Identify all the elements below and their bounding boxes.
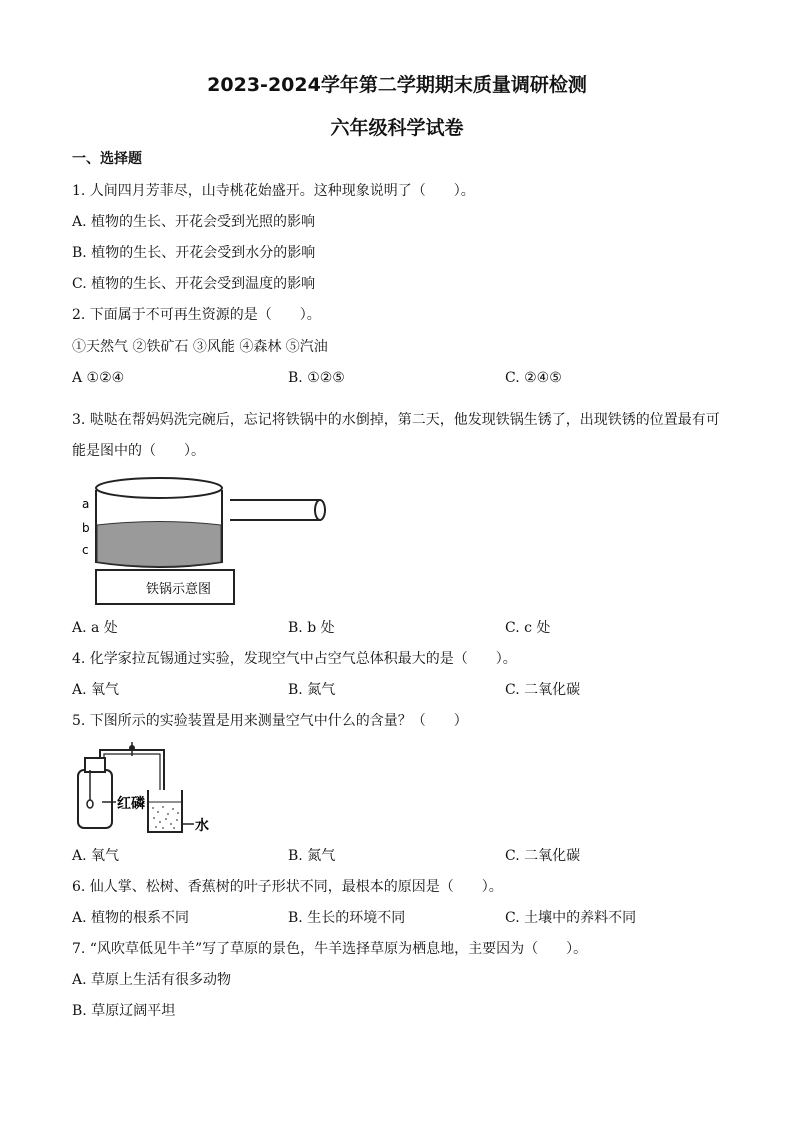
- q1-stem: 1. 人间四月芳菲尽，山寺桃花始盛开。这种现象说明了（ ）。: [72, 183, 475, 199]
- q1-option-c: C. 植物的生长、开花会受到温度的影响: [72, 276, 316, 292]
- diagram-caption: 铁锅示意图: [146, 582, 212, 597]
- iron-pot-diagram: [70, 470, 340, 610]
- q4-option-b: B. 氮气: [288, 682, 336, 698]
- q3-stem-line1: 3. 哒哒在帮妈妈洗完碗后，忘记将铁锅中的水倒掉，第二天，他发现铁锅生锈了，出现铁锈的位置最有可: [72, 412, 720, 428]
- page-title: 2023-2024学年第二学期期末质量调研检测: [207, 74, 587, 96]
- q5-option-b: B. 氮气: [288, 848, 336, 864]
- q4-option-a: A. 氧气: [72, 682, 120, 698]
- air-experiment-diagram: [70, 740, 220, 840]
- q5-stem: 5. 下图所示的实验装置是用来测量空气中什么的含量？（ ）: [72, 713, 468, 729]
- q6-option-b: B. 生长的环境不同: [288, 910, 406, 926]
- q3-stem-line2: 能是图中的（ ）。: [72, 443, 205, 459]
- q2-option-a: A ①②④: [72, 370, 125, 386]
- q6-option-a: A. 植物的根系不同: [72, 910, 190, 926]
- q6-option-c: C. 土壤中的养料不同: [505, 910, 637, 926]
- q6-stem: 6. 仙人掌、松树、香蕉树的叶子形状不同，最根本的原因是（ ）。: [72, 879, 503, 895]
- section-heading: 一、选择题: [72, 151, 142, 167]
- pot-rim: [96, 478, 222, 498]
- label-phosphorus: 红磷: [117, 796, 145, 812]
- label-c: c: [82, 543, 89, 557]
- spoon: [87, 800, 93, 808]
- q7-stem: 7. “风吹草低见牛羊”写了草原的景色，牛羊选择草原为栖息地，主要因为（ ）。: [72, 941, 588, 957]
- q4-option-c: C. 二氧化碳: [505, 682, 581, 698]
- stopper: [85, 758, 105, 772]
- label-water: 水: [195, 818, 209, 834]
- bottle: [78, 770, 112, 828]
- pot-water: [97, 522, 221, 567]
- q3-option-b: B. b 处: [288, 620, 335, 636]
- q1-option-a: A. 植物的生长、开花会受到光照的影响: [72, 214, 316, 230]
- q2-option-b: B. ①②⑤: [288, 370, 345, 386]
- q1-option-b: B. 植物的生长、开花会受到水分的影响: [72, 245, 316, 261]
- q4-stem: 4. 化学家拉瓦锡通过实验，发现空气中占空气总体积最大的是（ ）。: [72, 651, 517, 667]
- q7-option-a: A. 草原上生活有很多动物: [72, 972, 232, 988]
- page-subtitle: 六年级科学试卷: [330, 117, 464, 139]
- q3-option-c: C. c 处: [505, 620, 551, 636]
- q5-option-c: C. 二氧化碳: [505, 848, 581, 864]
- pot-handle: [230, 500, 323, 520]
- label-a: a: [82, 497, 90, 511]
- q2-items: ①天然气 ②铁矿石 ③风能 ④森林 ⑤汽油: [72, 339, 328, 355]
- q7-option-b: B. 草原辽阔平坦: [72, 1003, 176, 1019]
- q2-stem: 2. 下面属于不可再生资源的是（ ）。: [72, 307, 321, 323]
- q3-option-a: A. a 处: [72, 620, 118, 636]
- label-b: b: [82, 521, 90, 535]
- q5-option-a: A. 氧气: [72, 848, 120, 864]
- q2-option-c: C. ②④⑤: [505, 370, 562, 386]
